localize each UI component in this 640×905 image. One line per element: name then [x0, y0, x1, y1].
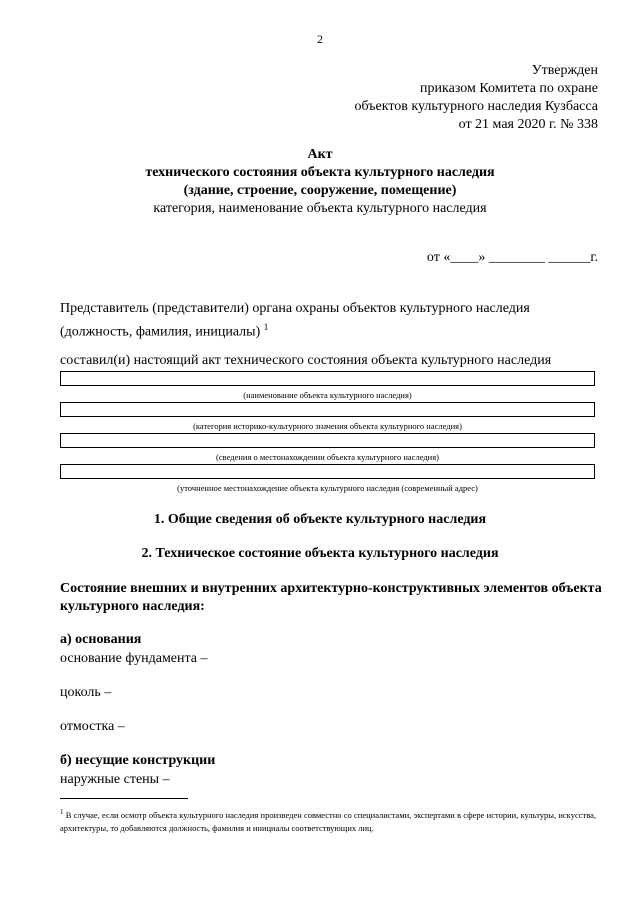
- load-bearing-heading: б) несущие конструкции: [60, 753, 216, 768]
- foundations-heading: а) основания: [60, 632, 142, 647]
- object-category-field[interactable]: [60, 402, 595, 417]
- item-foundation: основание фундамента –: [60, 651, 208, 666]
- state-heading: Состояние внешних и внутренних архитектурно-конструктивных элементов объекта культурного наследия:: [60, 581, 602, 614]
- title-category: категория, наименование объекта культурного наследия: [153, 201, 487, 216]
- title-building-types: (здание, строение, сооружение, помещение): [183, 183, 457, 198]
- object-location-caption: (сведения о местонахождении объекта культурного наследия): [216, 452, 439, 462]
- item-plinth: цоколь –: [60, 685, 112, 700]
- section-2-heading: 2. Техническое состояние объекта культурного наследия: [141, 546, 499, 561]
- page-number: 2: [317, 32, 323, 46]
- approval-block: [355, 62, 599, 134]
- object-name-caption: (наименование объекта культурного наследия): [243, 390, 412, 400]
- section-1-heading: 1. Общие сведения об объекте культурного наследия: [153, 512, 487, 527]
- footnote-mark: 1: [263, 322, 269, 332]
- date-line: от «____» ________ ______г.: [426, 250, 598, 265]
- footnote-number: 1: [60, 808, 64, 816]
- footnote: [60, 806, 596, 835]
- object-location-field[interactable]: [60, 433, 595, 448]
- compiled-statement: составил(и) настоящий акт технического состояния объекта культурного наследия: [60, 353, 552, 368]
- representative-line: Представитель (представители) органа охраны объектов культурного наследия: [60, 301, 530, 316]
- footnote-text: В случае, если осмотр объекта культурного наследия произведен совместно со специалистами, экспертами в сфере истории, культуры, искусства, архитектуры, то добавляются должность, фамилия и инициалы соответствующих лиц.: [60, 809, 597, 833]
- object-name-field[interactable]: [60, 371, 595, 386]
- approval-line: объектов культурного наследия Кузбасса: [354, 99, 598, 114]
- document-title: [0, 146, 640, 218]
- item-exterior-walls: наружные стены –: [60, 772, 170, 787]
- approval-line: от 21 мая 2020 г. № 338: [458, 117, 598, 132]
- approval-line: приказом Комитета по охране: [420, 81, 598, 96]
- approval-line: Утвержден: [531, 63, 598, 78]
- object-address-caption: (уточненное местонахождение объекта культурного наследия (современный адрес): [177, 483, 478, 493]
- object-category-caption: (категория историко-культурного значения объекта культурного наследия): [193, 421, 462, 431]
- title-subject: технического состояния объекта культурного наследия: [145, 165, 495, 180]
- object-address-field[interactable]: [60, 464, 595, 479]
- footnote-divider: [60, 798, 188, 799]
- representative-block: [60, 300, 600, 342]
- representative-position: (должность, фамилия, инициалы): [60, 324, 261, 340]
- title-act: Акт: [307, 147, 333, 162]
- item-blind-area: отмостка –: [60, 719, 125, 734]
